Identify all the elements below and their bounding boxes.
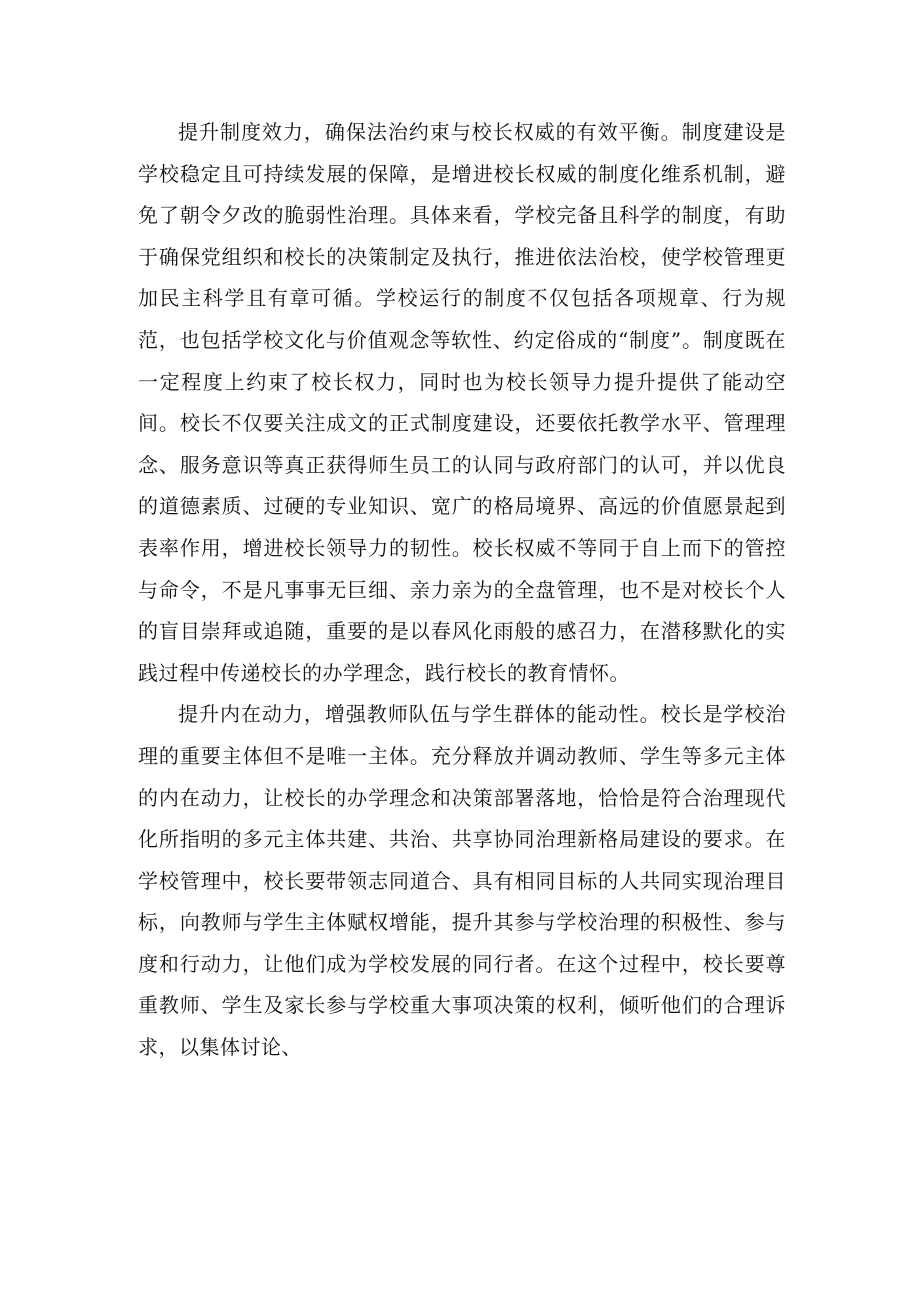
paragraph-institutional-efficacy: 提升制度效力，确保法治约束与校长权威的有效平衡。制度建设是学校稳定且可持续发展的保障，是增进校长权威的制度化维系机制，避免了朝令夕改的脆弱性治理。具体来看，学校完备且科学的制度，有助于确保党组织和校长的决策制定及执行，推进依法治校，使学校管理更加民主科学且有章可循。学校运行的制度不仅包括各项规章、行为规范，也包括学校文化与价值观念等软性、约定俗成的“制度”。制度既在一定程度上约束了校长权力，同时也为校长领导力提升提供了能动空间。校长不仅要关注成文的正式制度建设，还要依托教学水平、管理理念、服务意识等真正获得师生员工的认同与政府部门的认可，并以优良的道德素质、过硬的专业知识、宽广的格局境界、高远的价值愿景起到表率作用，增进校长领导力的韧性。校长权威不等同于自上而下的管控与命令，不是凡事事无巨细、亲力亲为的全盘管理，也不是对校长个人的盲目崇拜或追随，重要的是以春风化雨般的感召力，在潜移默化的实践过程中传递校长的办学理念，践行校长的教育情怀。 xyxy=(138,120,786,685)
body-text xyxy=(138,112,786,1069)
paragraph-internal-motivation: 提升内在动力，增强教师队伍与学生群体的能动性。校长是学校治理的重要主体但不是唯一主体。充分释放并调动教师、学生等多元主体的内在动力，让校长的办学理念和决策部署落地，恰恰是符合治理现代化所指明的多元主体共建、共治、共享协同治理新格局建设的要求。在学校管理中，校长要带领志同道合、具有相同目标的人共同实现治理目标，向教师与学生主体赋权增能，提升其参与学校治理的积极性、参与度和行动力，让他们成为学校发展的同行者。在这个过程中，校长要尊重教师、学生及家长参与学校重大事项决策的权利，倾听他们的合理诉求，以集体讨论、 xyxy=(138,702,786,1060)
